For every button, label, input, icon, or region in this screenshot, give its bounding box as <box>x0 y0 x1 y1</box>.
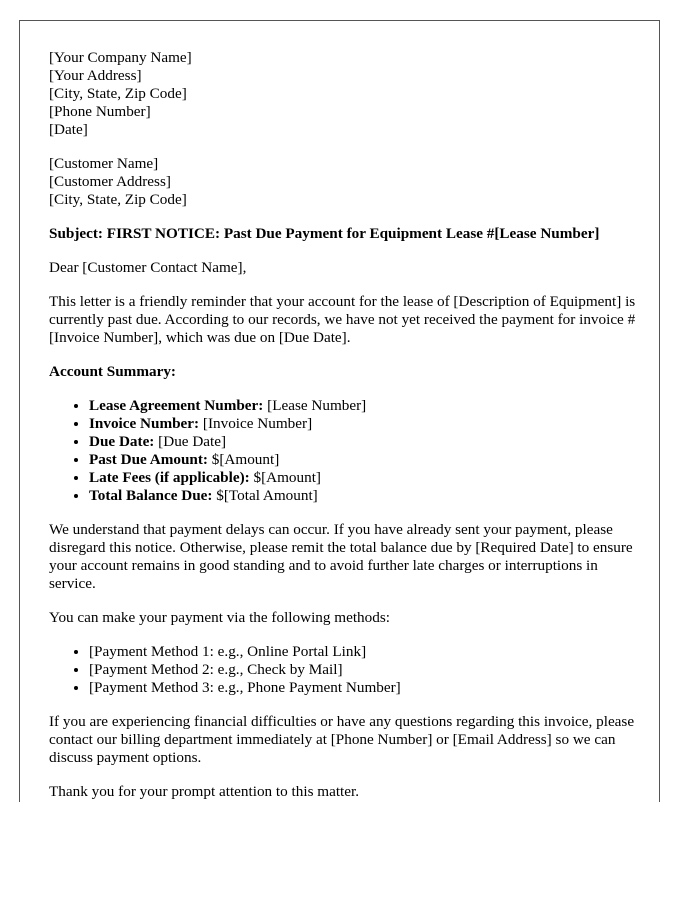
list-item: • [Payment Method 2: e.g., Check by Mail] <box>89 661 639 679</box>
difficulties-paragraph: If you are experiencing financial difficulties or have any questions regarding this invoice, please contact our billing department immediately at [Phone Number] or [Email Address] so we can discuss payment options. <box>49 713 635 766</box>
list-item <box>89 469 639 487</box>
summary-label: Total Balance Due: <box>89 487 213 504</box>
recipient-block <box>49 155 639 209</box>
sender-address: [Your Address] <box>49 67 142 84</box>
summary-value: [Due Date] <box>154 433 227 450</box>
summary-label: Lease Agreement Number: <box>89 397 264 414</box>
intro-paragraph: This letter is a friendly reminder that your account for the lease of [Description of Equipment] is currently past due. According to our records, we have not yet received the payment for invoice #[Invoice Number], which was due on [Due Date]. <box>49 293 636 346</box>
recipient-address: [Customer Address] <box>49 173 171 190</box>
recipient-name: [Customer Name] <box>49 155 159 172</box>
summary-label: Late Fees (if applicable): <box>89 469 250 486</box>
sender-company-name: [Your Company Name] <box>49 49 192 66</box>
summary-value: [Lease Number] <box>263 397 367 414</box>
subject-line: Subject: FIRST NOTICE: Past Due Payment for Equipment Lease #[Lease Number] <box>49 225 600 242</box>
summary-value: [Invoice Number] <box>199 415 313 432</box>
closing-line: Thank you for your prompt attention to this matter. <box>49 783 360 800</box>
summary-value: $[Amount] <box>249 469 321 486</box>
letter-date: [Date] <box>49 121 88 138</box>
sender-block <box>49 49 639 139</box>
sender-phone: [Phone Number] <box>49 103 151 120</box>
salutation: Dear [Customer Contact Name], <box>49 259 247 276</box>
list-item <box>89 451 639 469</box>
letter-body <box>49 49 639 802</box>
recipient-city-state-zip: [City, State, Zip Code] <box>49 191 187 208</box>
sender-city-state-zip: [City, State, Zip Code] <box>49 85 187 102</box>
list-item <box>89 487 639 505</box>
list-item <box>89 415 639 433</box>
account-summary-list <box>49 397 639 505</box>
payment-methods-intro: You can make your payment via the following methods: <box>49 609 390 626</box>
list-item: • [Payment Method 1: e.g., Online Portal Link] <box>89 643 639 661</box>
understanding-paragraph: We understand that payment delays can occur. If you have already sent your payment, please disregard this notice. Otherwise, please remit the total balance due by [Required Date] to ensure your account remains in good standing and to avoid further late charges or interruptions in service. <box>49 521 633 592</box>
summary-label: Past Due Amount: <box>89 451 208 468</box>
list-item <box>89 397 639 415</box>
summary-value: $[Total Amount] <box>212 487 318 504</box>
summary-label: Invoice Number: <box>89 415 200 432</box>
list-item: • [Payment Method 3: e.g., Phone Payment Number] <box>89 679 639 697</box>
list-item <box>89 433 639 451</box>
account-summary-heading: Account Summary: <box>49 363 176 380</box>
summary-label: Due Date: <box>89 433 155 450</box>
letter-page <box>19 20 660 802</box>
summary-value: $[Amount] <box>207 451 280 468</box>
payment-methods-list <box>49 643 639 697</box>
